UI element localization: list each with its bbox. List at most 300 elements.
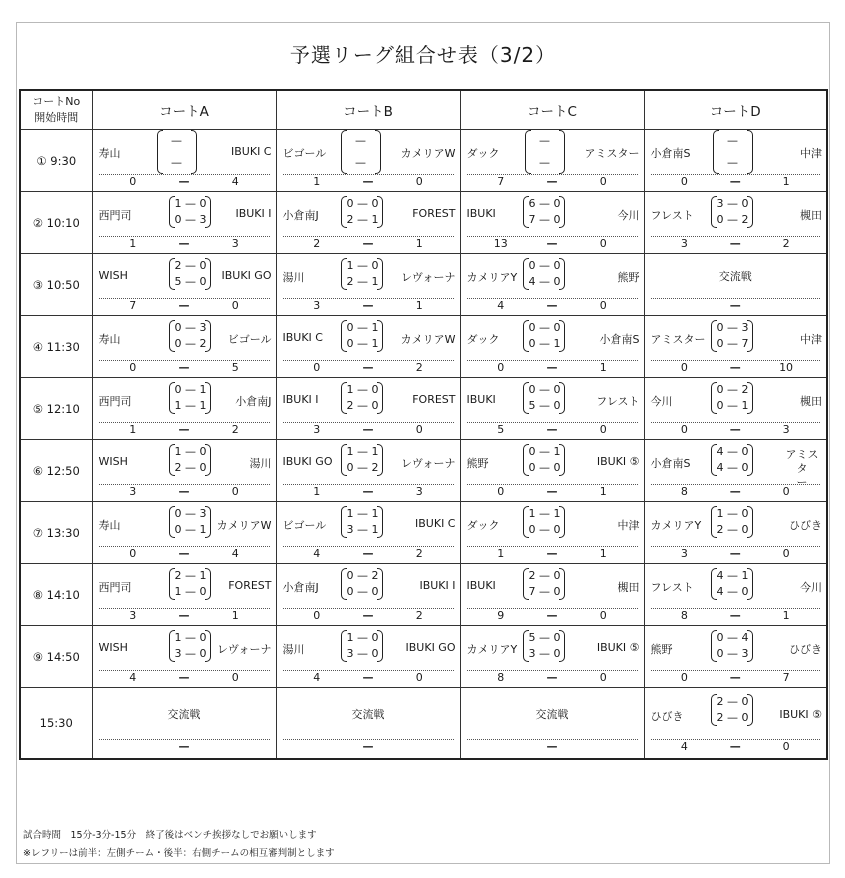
- second-half-score: 7 — 0: [528, 213, 561, 226]
- score-left: 0: [680, 671, 688, 684]
- start-time: ① 9:30: [20, 130, 92, 192]
- team-right: カメリアW: [216, 519, 272, 532]
- header-court-c: コートC: [460, 90, 644, 130]
- team-right: 槻田: [617, 581, 640, 594]
- match-row: [20, 130, 827, 192]
- score-left: 4: [680, 740, 688, 753]
- first-half-score: 6 — 0: [528, 197, 561, 210]
- final-score: [645, 740, 827, 754]
- score-left: 0: [129, 547, 137, 560]
- second-half-score: 0 — 1: [716, 399, 749, 412]
- final-score: [461, 740, 644, 754]
- score-right: 3: [782, 423, 790, 436]
- score-right: 0: [599, 237, 607, 250]
- score-left: 1: [129, 423, 137, 436]
- score-left: 0: [497, 485, 505, 498]
- first-half-score: —: [355, 134, 366, 147]
- score-dash: —: [546, 547, 558, 560]
- header-start-time-label: 開始時間: [34, 111, 79, 124]
- team-left: 小倉南J: [282, 581, 319, 594]
- final-score: [645, 609, 827, 623]
- half-score-bracket: [341, 444, 383, 476]
- half-score-bracket: [341, 382, 383, 414]
- final-score: [277, 423, 460, 437]
- first-half-score: 0 — 3: [174, 321, 207, 334]
- first-half-score: —: [171, 134, 182, 147]
- score-dash: —: [178, 299, 190, 312]
- first-half-score: 5 — 0: [528, 631, 561, 644]
- first-half-score: 1 — 0: [174, 197, 207, 210]
- score-right: 3: [231, 237, 239, 250]
- half-score-bracket: [341, 258, 383, 290]
- match-cell-court-d: [644, 626, 827, 688]
- score-right: 1: [415, 237, 423, 250]
- half-score-bracket: [525, 130, 565, 174]
- team-left: 熊野: [650, 643, 673, 656]
- score-dash: —: [546, 609, 558, 622]
- final-score: [645, 423, 827, 437]
- match-cell-court-a: [92, 254, 276, 316]
- second-half-score: 0 — 0: [528, 461, 561, 474]
- team-right: IBUKI ⑤: [779, 708, 822, 721]
- score-dash: —: [178, 485, 190, 498]
- team-right: レヴォーナ: [400, 457, 456, 470]
- team-right: アミスター: [584, 147, 640, 160]
- match-cell-court-d: [644, 440, 827, 502]
- first-half-score: 4 — 1: [716, 569, 749, 582]
- team-left: IBUKI: [466, 579, 496, 592]
- half-score-bracket: [713, 130, 753, 174]
- final-score: [93, 299, 276, 313]
- second-half-score: 7 — 0: [528, 585, 561, 598]
- team-right: IBUKI ⑤: [596, 641, 640, 654]
- final-score: [645, 485, 827, 499]
- header-court-a: コートA: [92, 90, 276, 130]
- first-half-score: 3 — 0: [716, 197, 749, 210]
- first-half-score: 0 — 0: [528, 321, 561, 334]
- half-score-bracket: [523, 444, 565, 476]
- first-half-score: 1 — 1: [528, 507, 561, 520]
- score-dash: —: [362, 175, 374, 188]
- score-dash: —: [729, 740, 741, 753]
- score-dash: —: [178, 361, 190, 374]
- half-score-bracket: [523, 506, 565, 538]
- team-left: 今川: [650, 395, 673, 408]
- score-left: 8: [680, 609, 688, 622]
- team-right: ビゴール: [227, 333, 272, 346]
- score-right: 7: [782, 671, 790, 684]
- match-row: [20, 316, 827, 378]
- match-cell-court-c: [460, 440, 644, 502]
- score-dash: —: [729, 361, 741, 374]
- score-dash: —: [546, 175, 558, 188]
- score-left: 0: [313, 609, 321, 622]
- team-left: 寿山: [98, 333, 121, 346]
- team-left: 西門司: [98, 395, 132, 408]
- score-dash: —: [362, 361, 374, 374]
- half-score-bracket: [711, 630, 753, 662]
- match-row: [20, 440, 827, 502]
- match-cell-court-a: [92, 688, 276, 760]
- start-time: ⑨ 14:50: [20, 626, 92, 688]
- final-score: [461, 361, 644, 375]
- half-score-bracket: [711, 320, 753, 352]
- team-right: カメリアW: [400, 147, 456, 160]
- score-right: 1: [599, 361, 607, 374]
- team-left: ビゴール: [282, 147, 327, 160]
- half-score-bracket: [523, 258, 565, 290]
- second-half-score: 4 — 0: [716, 461, 749, 474]
- team-left: IBUKI GO: [282, 455, 333, 468]
- half-score-bracket: [341, 130, 381, 174]
- final-score: [93, 609, 276, 623]
- half-score-bracket: [341, 630, 383, 662]
- team-right: IBUKI I: [419, 579, 456, 592]
- match-row: [20, 626, 827, 688]
- match-cell-court-b: [276, 378, 460, 440]
- final-score: [93, 547, 276, 561]
- score-left: 7: [129, 299, 137, 312]
- score-dash: —: [362, 547, 374, 560]
- final-score: [645, 361, 827, 375]
- score-right: 0: [782, 547, 790, 560]
- match-cell-court-d: [644, 688, 827, 760]
- first-half-score: 0 — 1: [528, 445, 561, 458]
- score-dash: —: [546, 361, 558, 374]
- match-row: [20, 502, 827, 564]
- half-score-bracket: [169, 196, 211, 228]
- score-dash: —: [362, 671, 374, 684]
- team-right: 熊野: [617, 271, 640, 284]
- first-half-score: 0 — 0: [528, 259, 561, 272]
- score-left: 1: [129, 237, 137, 250]
- score-left: 0: [129, 175, 137, 188]
- second-half-score: 0 — 2: [174, 337, 207, 350]
- score-right: 0: [231, 485, 239, 498]
- score-left: 3: [129, 609, 137, 622]
- team-left: 湯川: [282, 643, 305, 656]
- first-half-score: 1 — 1: [346, 507, 379, 520]
- team-left: ビゴール: [282, 519, 327, 532]
- score-right: 3: [415, 485, 423, 498]
- second-half-score: 2 — 0: [174, 461, 207, 474]
- match-cell-court-c: [460, 626, 644, 688]
- score-right: 4: [231, 175, 239, 188]
- second-half-score: 3 — 0: [346, 647, 379, 660]
- team-left: フレスト: [650, 209, 694, 222]
- second-half-score: 3 — 0: [174, 647, 207, 660]
- score-right: 0: [599, 609, 607, 622]
- score-left: 8: [497, 671, 505, 684]
- score-right: 0: [231, 299, 239, 312]
- score-dash: —: [729, 609, 741, 622]
- first-half-score: 0 — 3: [716, 321, 749, 334]
- team-right: IBUKI ⑤: [596, 455, 640, 468]
- score-right: 0: [782, 740, 790, 753]
- match-cell-court-b: [276, 502, 460, 564]
- match-cell-court-b: [276, 192, 460, 254]
- final-score: [93, 237, 276, 251]
- second-half-score: 0 — 0: [346, 585, 379, 598]
- half-score-bracket: [711, 444, 753, 476]
- half-score-bracket: [711, 196, 753, 228]
- match-cell-court-a: [92, 626, 276, 688]
- match-cell-court-c: [460, 254, 644, 316]
- score-right: 0: [415, 175, 423, 188]
- score-dash: —: [178, 237, 190, 250]
- first-half-score: 2 — 0: [716, 695, 749, 708]
- team-left: 寿山: [98, 147, 121, 160]
- final-score: [461, 547, 644, 561]
- header-court-no-label: コートNo: [32, 95, 81, 108]
- score-dash: —: [546, 237, 558, 250]
- team-right: 今川: [617, 209, 640, 222]
- final-score: [645, 671, 827, 685]
- match-cell-court-a: [92, 564, 276, 626]
- score-left: 0: [313, 361, 321, 374]
- score-right: 0: [599, 423, 607, 436]
- team-right: 小倉南S: [599, 333, 640, 346]
- team-left: 小倉南S: [650, 457, 691, 470]
- team-left: カメリアY: [650, 519, 702, 532]
- score-right: 0: [231, 671, 239, 684]
- final-score: [93, 740, 276, 754]
- score-dash: —: [362, 299, 374, 312]
- score-left: 1: [313, 175, 321, 188]
- score-left: 3: [129, 485, 137, 498]
- score-left: 9: [497, 609, 505, 622]
- second-half-score: 3 — 0: [528, 647, 561, 660]
- team-left: フレスト: [650, 581, 694, 594]
- score-dash: —: [362, 609, 374, 622]
- half-score-bracket: [711, 506, 753, 538]
- final-score: [461, 237, 644, 251]
- half-score-bracket: [157, 130, 197, 174]
- score-dash: —: [178, 175, 190, 188]
- first-half-score: 0 — 2: [716, 383, 749, 396]
- score-left: 2: [313, 237, 321, 250]
- header-court-time: [20, 90, 92, 130]
- team-right: FOREST: [412, 207, 456, 220]
- match-cell-court-b: [276, 130, 460, 192]
- match-cell-court-d: [644, 130, 827, 192]
- first-half-score: 0 — 4: [716, 631, 749, 644]
- score-right: 0: [599, 299, 607, 312]
- score-dash: —: [546, 299, 558, 312]
- score-left: 4: [497, 299, 505, 312]
- score-left: 7: [497, 175, 505, 188]
- team-right: IBUKI GO: [221, 269, 272, 282]
- match-cell-court-b: [276, 254, 460, 316]
- team-right: フレスト: [596, 395, 640, 408]
- match-row: [20, 564, 827, 626]
- score-left: 0: [497, 361, 505, 374]
- match-cell-court-a: [92, 130, 276, 192]
- second-half-score: 5 — 0: [528, 399, 561, 412]
- team-left: カメリアY: [466, 271, 518, 284]
- match-cell-court-a: [92, 192, 276, 254]
- score-left: 1: [497, 547, 505, 560]
- first-half-score: 2 — 1: [174, 569, 207, 582]
- second-half-score: 2 — 1: [346, 213, 379, 226]
- second-half-score: —: [355, 156, 366, 169]
- bracket-right: [191, 130, 197, 174]
- match-row: [20, 192, 827, 254]
- header-row: [20, 90, 827, 130]
- half-score-bracket: [169, 568, 211, 600]
- match-cell-court-c: [460, 130, 644, 192]
- score-right: 0: [415, 423, 423, 436]
- match-cell-court-c: [460, 316, 644, 378]
- score-dash: —: [729, 175, 741, 188]
- second-half-score: 3 — 1: [346, 523, 379, 536]
- match-cell-court-a: [92, 378, 276, 440]
- half-score-bracket: [169, 506, 211, 538]
- half-score-bracket: [169, 444, 211, 476]
- score-left: 4: [313, 547, 321, 560]
- score-dash: —: [546, 485, 558, 498]
- footer-match-time: 試合時間 15分-3分-15分 終了後はベンチ挨拶なしでお願いします: [23, 830, 317, 841]
- score-right: 4: [231, 547, 239, 560]
- second-half-score: 0 — 1: [174, 523, 207, 536]
- match-cell-court-c: [460, 378, 644, 440]
- score-left: 13: [493, 237, 508, 250]
- score-left: 0: [680, 361, 688, 374]
- final-score: [93, 671, 276, 685]
- half-score-bracket: [169, 630, 211, 662]
- score-right: 1: [415, 299, 423, 312]
- final-score: [461, 175, 644, 189]
- score-dash: —: [729, 423, 741, 436]
- team-right-line2: ー: [796, 476, 808, 489]
- second-half-score: 1 — 0: [174, 585, 207, 598]
- score-right: 1: [599, 547, 607, 560]
- header-court-d: コートD: [644, 90, 827, 130]
- score-right: 1: [231, 609, 239, 622]
- match-cell-court-d: [644, 254, 827, 316]
- score-right: 2: [415, 609, 423, 622]
- team-left: 熊野: [466, 457, 489, 470]
- score-dash: —: [178, 740, 190, 753]
- half-score-bracket: [711, 382, 753, 414]
- final-score: [277, 740, 460, 754]
- first-half-score: 0 — 2: [346, 569, 379, 582]
- match-cell-court-d: [644, 564, 827, 626]
- match-cell-court-c: [460, 688, 644, 760]
- score-dash: —: [362, 237, 374, 250]
- team-left: WISH: [98, 641, 128, 654]
- start-time: 15:30: [20, 688, 92, 760]
- second-half-score: 4 — 0: [528, 275, 561, 288]
- score-left: 0: [680, 175, 688, 188]
- exchange-match-label: 交流戦: [535, 708, 569, 721]
- second-half-score: 0 — 1: [346, 337, 379, 350]
- final-score: [277, 175, 460, 189]
- score-left: 0: [680, 423, 688, 436]
- final-score: [645, 547, 827, 561]
- team-left: IBUKI: [466, 207, 496, 220]
- second-half-score: 0 — 1: [528, 337, 561, 350]
- team-left: WISH: [98, 269, 128, 282]
- team-left: IBUKI C: [282, 331, 323, 344]
- team-right-line1: アミスタ: [785, 448, 819, 475]
- score-dash: —: [178, 671, 190, 684]
- first-half-score: 2 — 0: [528, 569, 561, 582]
- half-score-bracket: [341, 568, 383, 600]
- score-right: 2: [231, 423, 239, 436]
- match-cell-court-a: [92, 440, 276, 502]
- score-dash: —: [729, 547, 741, 560]
- half-score-bracket: [169, 258, 211, 290]
- team-right: レヴォーナ: [400, 271, 456, 284]
- team-left: 西門司: [98, 581, 132, 594]
- match-cell-court-b: [276, 316, 460, 378]
- schedule-sheet: [16, 22, 830, 864]
- score-right: 10: [779, 361, 794, 374]
- match-cell-court-a: [92, 316, 276, 378]
- match-cell-court-b: [276, 688, 460, 760]
- match-row: [20, 378, 827, 440]
- team-left: 小倉南J: [282, 209, 319, 222]
- second-half-score: 0 — 3: [716, 647, 749, 660]
- second-half-score: 0 — 2: [716, 213, 749, 226]
- final-score: [93, 361, 276, 375]
- half-score-bracket: [523, 630, 565, 662]
- final-score: [461, 671, 644, 685]
- half-score-bracket: [523, 382, 565, 414]
- header-court-b: コートB: [276, 90, 460, 130]
- match-cell-court-d: [644, 316, 827, 378]
- start-time: ④ 11:30: [20, 316, 92, 378]
- team-left: 西門司: [98, 209, 132, 222]
- first-half-score: 0 — 3: [174, 507, 207, 520]
- score-right: 2: [782, 237, 790, 250]
- score-right: 0: [599, 175, 607, 188]
- second-half-score: 2 — 0: [346, 399, 379, 412]
- start-time: ③ 10:50: [20, 254, 92, 316]
- start-time: ⑦ 13:30: [20, 502, 92, 564]
- score-right: 5: [231, 361, 239, 374]
- score-left: 1: [313, 485, 321, 498]
- team-right: 槻田: [800, 209, 822, 222]
- match-row: [20, 254, 827, 316]
- half-score-bracket: [169, 382, 211, 414]
- first-half-score: 1 — 0: [346, 259, 379, 272]
- score-dash: —: [362, 740, 374, 753]
- final-score: [461, 485, 644, 499]
- first-half-score: 1 — 1: [346, 445, 379, 458]
- second-half-score: 2 — 1: [346, 275, 379, 288]
- start-time: ⑧ 14:10: [20, 564, 92, 626]
- final-score: [93, 485, 276, 499]
- score-left: 0: [129, 361, 137, 374]
- score-dash: —: [729, 485, 741, 498]
- exchange-match-label: 交流戦: [351, 708, 385, 721]
- final-score: [461, 423, 644, 437]
- match-cell-court-d: [644, 192, 827, 254]
- match-row: [20, 688, 827, 760]
- second-half-score: 0 — 0: [528, 523, 561, 536]
- final-score: [645, 299, 827, 313]
- score-left: 3: [313, 423, 321, 436]
- match-cell-court-d: [644, 502, 827, 564]
- first-half-score: 1 — 0: [346, 383, 379, 396]
- score-dash: —: [729, 237, 741, 250]
- team-left: ダック: [466, 519, 500, 532]
- exchange-match-label: 交流戦: [718, 270, 752, 283]
- half-score-bracket: [711, 694, 753, 726]
- team-left: IBUKI I: [282, 393, 319, 406]
